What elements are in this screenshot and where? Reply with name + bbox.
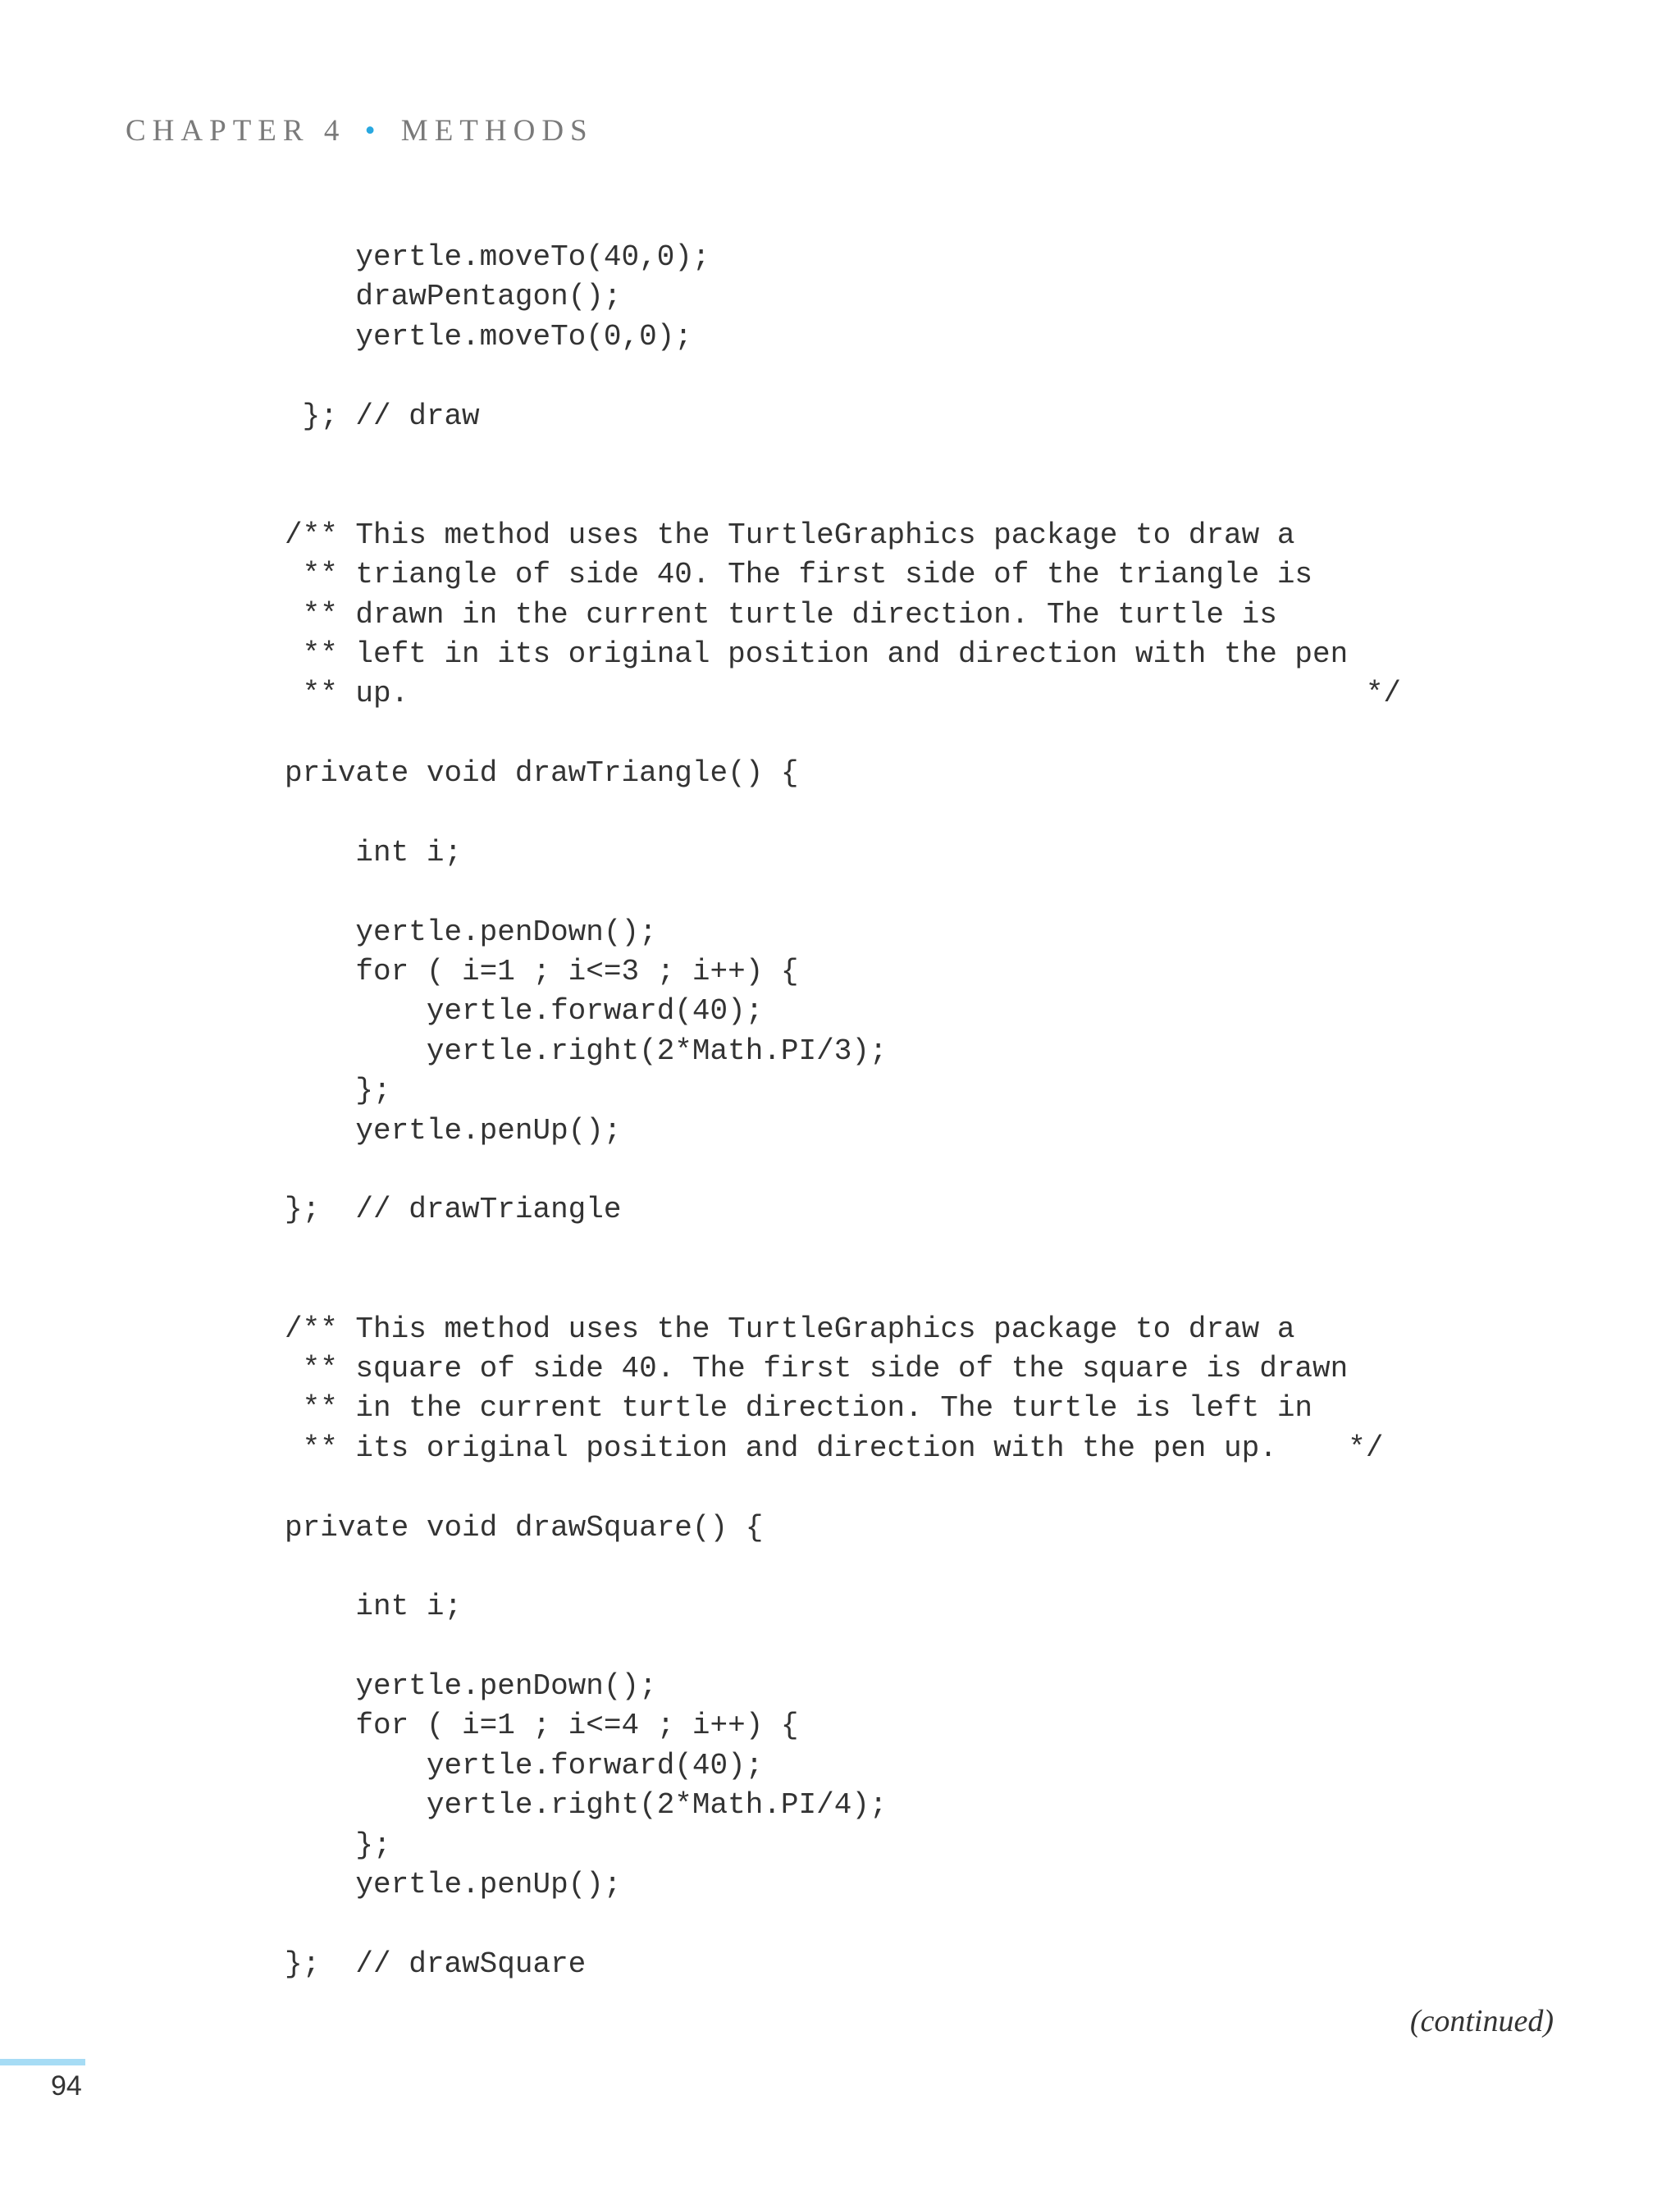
code-line	[196, 1468, 1401, 1508]
code-line: drawPentagon();	[196, 280, 622, 314]
code-line	[196, 1230, 1401, 1270]
code-line: yertle.forward(40);	[196, 994, 764, 1029]
code-line: ** square of side 40. The first side of the square is drawn	[196, 1351, 1349, 1385]
code-listing	[196, 238, 1401, 1984]
code-line: yertle.forward(40);	[196, 1748, 764, 1782]
code-line	[196, 873, 1401, 912]
code-line: private void drawSquare() {	[196, 1510, 764, 1545]
code-line	[196, 1270, 1401, 1309]
code-line: };	[196, 1828, 391, 1862]
code-line: yertle.moveTo(40,0);	[196, 240, 710, 274]
code-line: yertle.right(2*Math.PI/4);	[196, 1788, 888, 1823]
chapter-label: CHAPTER 4	[126, 114, 346, 148]
running-head	[126, 113, 594, 148]
code-line	[196, 1151, 1401, 1190]
code-line: ** triangle of side 40. The first side of the triangle is	[196, 558, 1313, 592]
code-line: yertle.penDown();	[196, 1669, 657, 1704]
code-line: ** up. */	[196, 677, 1402, 711]
continued-note: (continued)	[1409, 2004, 1554, 2038]
code-line: yertle.penUp();	[196, 1868, 622, 1902]
code-line: }; // draw	[196, 399, 480, 433]
code-line	[196, 436, 1401, 476]
code-line: int i;	[196, 835, 463, 869]
code-line: for ( i=1 ; i<=3 ; i++) {	[196, 955, 799, 989]
code-line: ** drawn in the current turtle direction. The turtle is	[196, 597, 1277, 632]
code-line	[196, 476, 1401, 515]
code-line: yertle.right(2*Math.PI/3);	[196, 1034, 888, 1068]
code-line: ** its original position and direction with the pen up. */	[196, 1431, 1384, 1465]
code-line	[196, 357, 1401, 396]
bullet-separator: •	[364, 114, 382, 148]
code-line: }; // drawTriangle	[196, 1193, 622, 1227]
code-line: ** left in its original position and direction with the pen	[196, 637, 1349, 671]
code-line: }; // drawSquare	[196, 1947, 587, 1981]
page-number: 94	[51, 2070, 82, 2102]
code-line: yertle.moveTo(0,0);	[196, 319, 692, 354]
code-line: };	[196, 1074, 391, 1108]
code-line: yertle.penUp();	[196, 1113, 622, 1148]
code-line: /** This method uses the TurtleGraphics package to draw a	[196, 518, 1295, 552]
code-line: yertle.penDown();	[196, 915, 657, 949]
code-line	[196, 793, 1401, 833]
code-line: for ( i=1 ; i<=4 ; i++) {	[196, 1709, 799, 1743]
code-line: /** This method uses the TurtleGraphics package to draw a	[196, 1312, 1295, 1346]
section-label: METHODS	[400, 114, 594, 148]
code-line	[196, 714, 1401, 754]
code-line: private void drawTriangle() {	[196, 756, 799, 791]
page-number-rule	[0, 2059, 85, 2065]
code-line: ** in the current turtle direction. The turtle is left in	[196, 1391, 1313, 1426]
code-line	[196, 1627, 1401, 1667]
code-line	[196, 1905, 1401, 1944]
code-line: int i;	[196, 1590, 463, 1624]
code-line	[196, 1548, 1401, 1587]
